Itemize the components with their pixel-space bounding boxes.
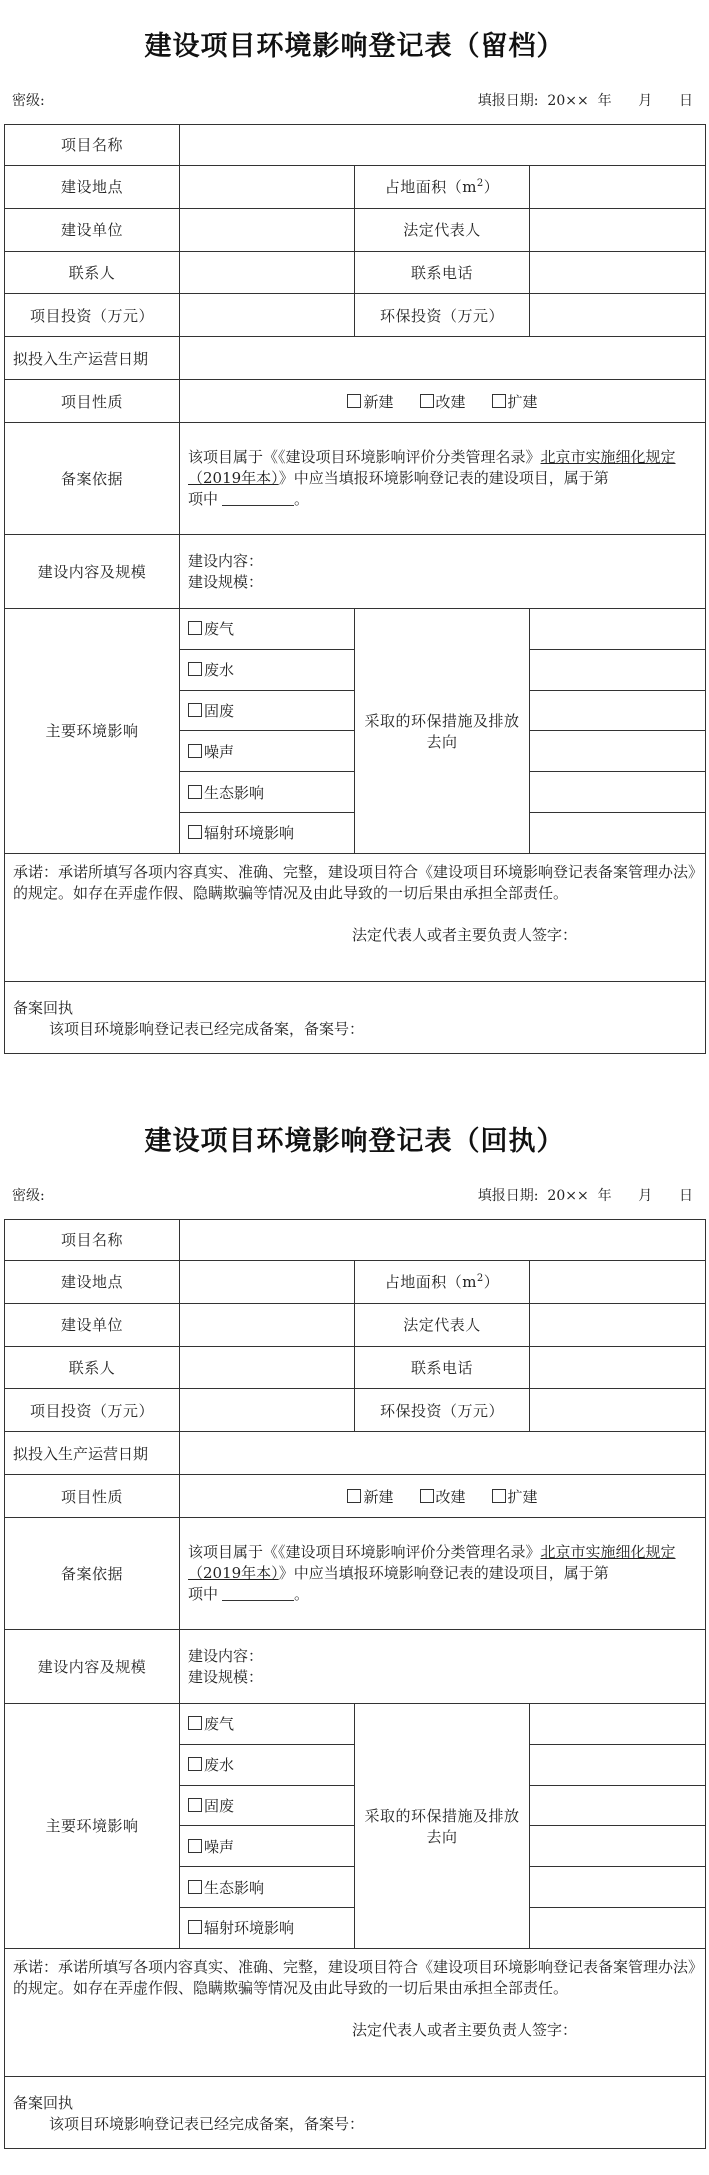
- operation-date-label: 拟投入生产运营日期: [5, 1432, 180, 1475]
- impact-item[interactable]: 生态影响: [180, 1867, 355, 1908]
- basis-text: 该项目属于《《建设项目环境影响评价分类管理名录》北京市实施细化规定（2019年本）》中应当填报环境影响登记表的建设项目，属于第 项中 。: [180, 1518, 706, 1630]
- impact-item[interactable]: 固废: [180, 1785, 355, 1826]
- form-table: [4, 1219, 706, 2149]
- unit-label: 建设单位: [5, 208, 180, 251]
- impact-item[interactable]: 固废: [180, 690, 355, 731]
- content-area[interactable]: 建设内容： 建设规模：: [180, 535, 706, 609]
- registration-form: [0, 0, 709, 1080]
- nature-option[interactable]: 改建: [420, 393, 466, 411]
- checkbox[interactable]: [188, 621, 202, 635]
- area-label: 占地面积$(m^2)$: [355, 165, 530, 208]
- measure-input[interactable]: [530, 1703, 706, 1744]
- contact-label: 联系人: [5, 1346, 180, 1389]
- impact-label: 主要环境影响: [5, 1703, 180, 1948]
- checkbox[interactable]: [492, 394, 506, 408]
- nature-option[interactable]: 扩建: [492, 1488, 538, 1506]
- investment-label: 项目投资（万元）: [5, 294, 180, 337]
- checkbox[interactable]: [188, 662, 202, 676]
- measure-input[interactable]: [530, 1867, 706, 1908]
- form-title: 建设项目环境影响登记表（回执）: [144, 1126, 565, 1157]
- checkbox[interactable]: [188, 1920, 202, 1934]
- unit-label: 建设单位: [5, 1303, 180, 1346]
- impact-item[interactable]: 辐射环境影响: [180, 813, 355, 854]
- phone-input[interactable]: [530, 1346, 706, 1389]
- content-label: 建设内容及规模: [5, 1630, 180, 1704]
- basis-label: 备案依据: [5, 423, 180, 535]
- measure-input[interactable]: [530, 813, 706, 854]
- item-blank[interactable]: [222, 1586, 294, 1601]
- measure-input[interactable]: [530, 731, 706, 772]
- checkbox[interactable]: [188, 785, 202, 799]
- measure-input[interactable]: [530, 1744, 706, 1785]
- area-label: 占地面积$(m^2)$: [355, 1260, 530, 1303]
- nature-option[interactable]: 扩建: [492, 393, 538, 411]
- impact-item[interactable]: 辐射环境影响: [180, 1908, 355, 1949]
- checkbox[interactable]: [188, 1839, 202, 1853]
- measure-input[interactable]: [530, 608, 706, 649]
- env-investment-input[interactable]: [530, 1389, 706, 1432]
- basis-link[interactable]: 北京市实施细化规定（2019年本）: [188, 448, 676, 488]
- impact-item[interactable]: 废气: [180, 608, 355, 649]
- form-table: [4, 124, 706, 1054]
- date-label: 填报日期: 20×× 年 月 日: [477, 93, 693, 109]
- unit-input[interactable]: [180, 1303, 355, 1346]
- nature-option[interactable]: 改建: [420, 1488, 466, 1506]
- unit-input[interactable]: [180, 208, 355, 251]
- location-label: 建设地点: [5, 165, 180, 208]
- impact-label: 主要环境影响: [5, 608, 180, 853]
- legal-rep-label: 法定代表人: [355, 208, 530, 251]
- nature-options: [180, 380, 706, 423]
- legal-rep-input[interactable]: [530, 208, 706, 251]
- location-input[interactable]: [180, 165, 355, 208]
- checkbox[interactable]: [492, 1489, 506, 1503]
- phone-label: 联系电话: [355, 1346, 530, 1389]
- legal-rep-input[interactable]: [530, 1303, 706, 1346]
- contact-input[interactable]: [180, 251, 355, 294]
- signature-label: 法定代表人或者主要负责人签字：: [352, 2020, 578, 2039]
- area-input[interactable]: [530, 1260, 706, 1303]
- nature-option[interactable]: 新建: [347, 393, 393, 411]
- date-label: 填报日期: 20×× 年 月 日: [477, 1188, 693, 1204]
- investment-input[interactable]: [180, 294, 355, 337]
- location-label: 建设地点: [5, 1260, 180, 1303]
- investment-input[interactable]: [180, 1389, 355, 1432]
- phone-label: 联系电话: [355, 251, 530, 294]
- item-blank[interactable]: [222, 491, 294, 506]
- measure-input[interactable]: [530, 1908, 706, 1949]
- measures-label: 采取的环保措施及排放去向: [355, 608, 530, 853]
- project-name-label: 项目名称: [5, 125, 180, 166]
- form-meta: [12, 1185, 693, 1207]
- project-name-input[interactable]: [180, 125, 706, 166]
- form-meta: [12, 90, 693, 112]
- checkbox[interactable]: [188, 1880, 202, 1894]
- nature-options: [180, 1475, 706, 1518]
- measure-input[interactable]: [530, 1785, 706, 1826]
- env-investment-label: 环保投资（万元）: [355, 1389, 530, 1432]
- promise-section: 承诺：承诺所填写各项内容真实、准确、完整，建设项目符合《建设项目环境影响登记表备案管理办法》的规定。如存在弄虚作假、隐瞒欺骗等情况及由此导致的一切后果由承担全部责任。 法定代表人或者主要负责人签字：: [5, 853, 706, 982]
- registration-form: [0, 1095, 709, 2175]
- contact-label: 联系人: [5, 251, 180, 294]
- operation-date-input[interactable]: [180, 337, 706, 380]
- checkbox[interactable]: [347, 1489, 361, 1503]
- legal-rep-label: 法定代表人: [355, 1303, 530, 1346]
- contact-input[interactable]: [180, 1346, 355, 1389]
- record-section: 备案回执 该项目环境影响登记表已经完成备案，备案号：: [5, 982, 706, 1054]
- location-input[interactable]: [180, 1260, 355, 1303]
- secret-label: 密级:: [12, 93, 45, 109]
- project-name-label: 项目名称: [5, 1220, 180, 1261]
- investment-label: 项目投资（万元）: [5, 1389, 180, 1432]
- checkbox[interactable]: [188, 1798, 202, 1812]
- checkbox[interactable]: [420, 394, 434, 408]
- checkbox[interactable]: [188, 1716, 202, 1730]
- promise-section: 承诺：承诺所填写各项内容真实、准确、完整，建设项目符合《建设项目环境影响登记表备案管理办法》的规定。如存在弄虚作假、隐瞒欺骗等情况及由此导致的一切后果由承担全部责任。 法定代表人或者主要负责人签字：: [5, 1948, 706, 2077]
- record-section: 备案回执 该项目环境影响登记表已经完成备案，备案号：: [5, 2077, 706, 2149]
- basis-link[interactable]: 北京市实施细化规定（2019年本）: [188, 1543, 676, 1583]
- measure-input[interactable]: [530, 649, 706, 690]
- operation-date-input[interactable]: [180, 1432, 706, 1475]
- form-title: 建设项目环境影响登记表（留档）: [144, 31, 565, 62]
- checkbox[interactable]: [188, 825, 202, 839]
- measures-label: 采取的环保措施及排放去向: [355, 1703, 530, 1948]
- content-area[interactable]: 建设内容： 建设规模：: [180, 1630, 706, 1704]
- area-input[interactable]: [530, 165, 706, 208]
- phone-input[interactable]: [530, 251, 706, 294]
- project-name-input[interactable]: [180, 1220, 706, 1261]
- impact-item[interactable]: 生态影响: [180, 772, 355, 813]
- impact-item[interactable]: 噪声: [180, 1826, 355, 1867]
- checkbox[interactable]: [188, 1757, 202, 1771]
- content-label: 建设内容及规模: [5, 535, 180, 609]
- impact-item[interactable]: 废气: [180, 1703, 355, 1744]
- nature-label: 项目性质: [5, 1475, 180, 1518]
- impact-item[interactable]: 噪声: [180, 731, 355, 772]
- nature-label: 项目性质: [5, 380, 180, 423]
- env-investment-input[interactable]: [530, 294, 706, 337]
- impact-item[interactable]: 废水: [180, 649, 355, 690]
- nature-option[interactable]: 新建: [347, 1488, 393, 1506]
- basis-label: 备案依据: [5, 1518, 180, 1630]
- impact-item[interactable]: 废水: [180, 1744, 355, 1785]
- measure-input[interactable]: [530, 690, 706, 731]
- secret-label: 密级:: [12, 1188, 45, 1204]
- operation-date-label: 拟投入生产运营日期: [5, 337, 180, 380]
- measure-input[interactable]: [530, 1826, 706, 1867]
- env-investment-label: 环保投资（万元）: [355, 294, 530, 337]
- measure-input[interactable]: [530, 772, 706, 813]
- checkbox[interactable]: [188, 744, 202, 758]
- checkbox[interactable]: [188, 703, 202, 717]
- checkbox[interactable]: [347, 394, 361, 408]
- basis-text: 该项目属于《《建设项目环境影响评价分类管理名录》北京市实施细化规定（2019年本）》中应当填报环境影响登记表的建设项目，属于第 项中 。: [180, 423, 706, 535]
- checkbox[interactable]: [420, 1489, 434, 1503]
- signature-label: 法定代表人或者主要负责人签字：: [352, 925, 578, 944]
